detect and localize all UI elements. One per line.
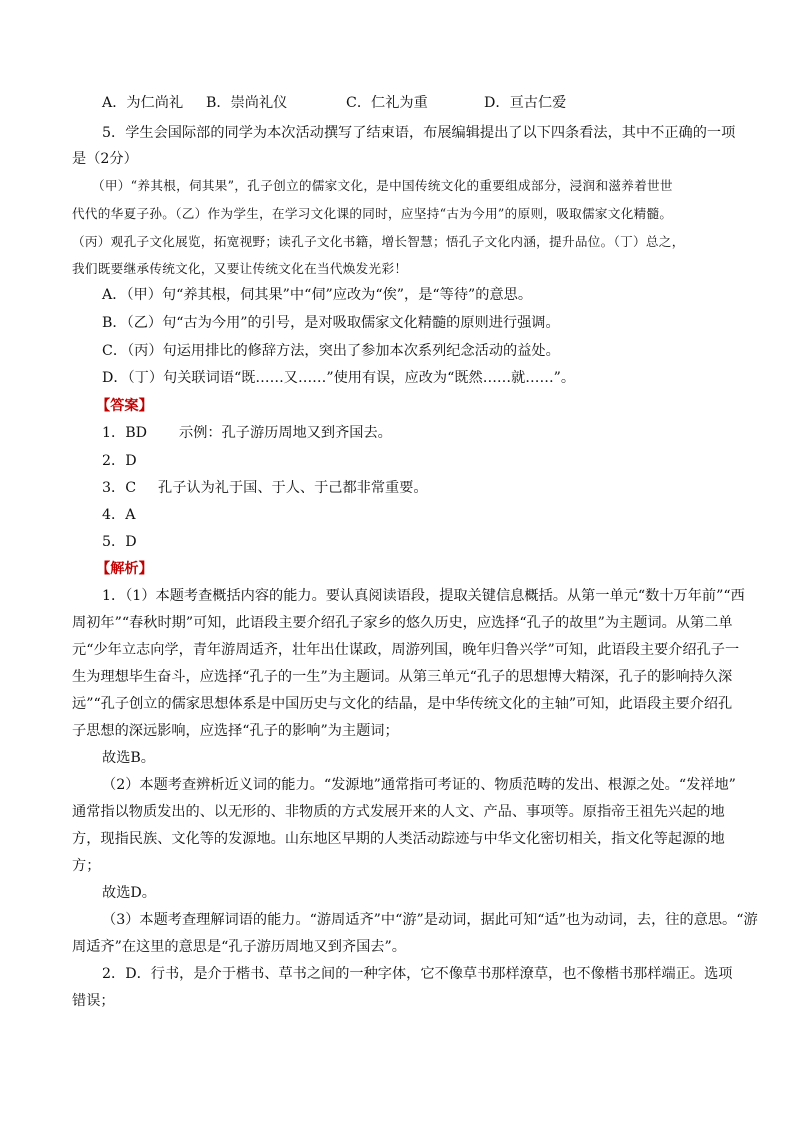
q5-option-a: A．（甲）句“养其根，伺其果”中“伺”应改为“俟”，是“等待”的意思。 <box>102 287 533 303</box>
option-b: B．崇尚礼仪 <box>206 95 288 111</box>
answer-text: 示例：孔子游历周地又到齐国去。 <box>179 425 392 441</box>
analysis-conclusion: 故选D。 <box>102 885 156 901</box>
analysis-line: 错误； <box>72 993 115 1009</box>
answer-heading: 【答案】 <box>96 398 153 414</box>
analysis-line: 生为理想毕生奋斗，应选择“孔子的一生”为主题词。从第三单元“孔子的思想博大精深，孔子的影响持久深 <box>72 669 733 685</box>
answer-item-5 <box>102 532 140 552</box>
q5-stem-line-2: 是（2分） <box>72 151 138 167</box>
analysis-line: 周初年”“春秋时期”可知，此语段主要介绍孔子家乡的悠久历史，应选择“孔子的故里”为主题词。从第二单 <box>72 615 733 631</box>
analysis-line: 方； <box>72 858 101 874</box>
analysis-line: 方，现指民族、文化等的发源地。山东地区早期的人类活动踪迹与中华文化密切相关，指文化等起源的地 <box>72 831 725 847</box>
q5-passage-line-1: （甲）“养其根，伺其果”，孔子创立的儒家文化，是中国传统文化的重要组成部分，浸润和滋养着世世 <box>92 178 673 193</box>
answer-item-3 <box>102 478 428 498</box>
answer-number: 4．A <box>102 507 136 523</box>
analysis-line: （3）本题考查理解词语的能力。“游周适齐”中“游”是动词，据此可知“适”也为动词，去，往的意思。“游 <box>102 912 758 928</box>
option-a: A．为仁尚礼 <box>102 95 184 111</box>
analysis-line: 1．（1）本题考查概括内容的能力。要认真阅读语段，提取关键信息概括。从第一单元“数十万年前”“西 <box>102 588 745 604</box>
answer-number: 3．C <box>102 480 137 496</box>
analysis-line: （2）本题考查辨析近义词的能力。“发源地”通常指可考证的、物质范畴的发出、根源之处。“发祥地” <box>102 777 736 793</box>
q5-option-d: D．（丁）句关联词语“既……又……”使用有误，应改为“既然……就……”。 <box>102 370 576 386</box>
answer-number: 1．BD <box>102 425 148 441</box>
analysis-line: 周适齐”在这里的意思是“孔子游历周地又到齐国去”。 <box>72 939 406 955</box>
q5-passage-line-4: 我们既要继承传统文化，又要让传统文化在当代焕发光彩！ <box>72 261 408 276</box>
analysis-line: 通常指以物质发出的、以无形的、非物质的方式发展开来的人文、产品、事项等。原指帝王祖先兴起的地 <box>72 804 725 820</box>
q5-stem-line-1: 5．学生会国际部的同学为本次活动撰写了结束语，布展编辑提出了以下四条看法，其中不正确的一项 <box>102 125 736 141</box>
answer-text: 孔子认为礼于国、于人、于己都非常重要。 <box>158 480 428 496</box>
q5-passage-line-2: 代代的华夏子孙。（乙）作为学生，在学习文化课的同时，应坚持“古为今用”的原则，吸取儒家文化精髓。 <box>72 206 673 221</box>
analysis-line: 子思想的深远影响，应选择“孔子的影响”为主题词； <box>72 723 399 739</box>
q4-options-line <box>102 93 566 113</box>
option-c: C．仁礼为重 <box>346 95 428 111</box>
answer-item-1 <box>102 423 392 443</box>
answer-item-2 <box>102 451 140 471</box>
analysis-line: 远”“孔子创立的儒家思想体系是中国历史与文化的结晶，是中华传统文化的主轴”可知，此语段主要介绍孔 <box>72 696 733 712</box>
q5-option-c: C．（丙）句运用排比的修辞方法，突出了参加本次系列纪念活动的益处。 <box>102 343 560 359</box>
analysis-line: 2．D．行书，是介于楷书、草书之间的一种字体，它不像草书那样潦草，也不像楷书那样端正。选项 <box>102 966 733 982</box>
answer-number: 5．D <box>102 534 137 550</box>
answer-number: 2．D <box>102 453 137 469</box>
answer-item-4 <box>102 505 140 525</box>
option-d: D．亘古仁爱 <box>484 95 567 111</box>
analysis-conclusion: 故选B。 <box>102 750 155 766</box>
analysis-heading: 【解析】 <box>96 561 153 577</box>
q5-passage-line-3: （丙）观孔子文化展览，拓宽视野；读孔子文化书籍，增长智慧；悟孔子文化内涵，提升品位。（丁）总之， <box>72 234 685 249</box>
analysis-line: 元“少年立志向学，青年游周适齐，壮年出仕谋政，周游列国，晚年归鲁兴学”可知，此语段主要介绍孔子一 <box>72 642 740 658</box>
q5-option-b: B．（乙）句“古为今用”的引号，是对吸取儒家文化精髓的原则进行强调。 <box>102 315 560 331</box>
